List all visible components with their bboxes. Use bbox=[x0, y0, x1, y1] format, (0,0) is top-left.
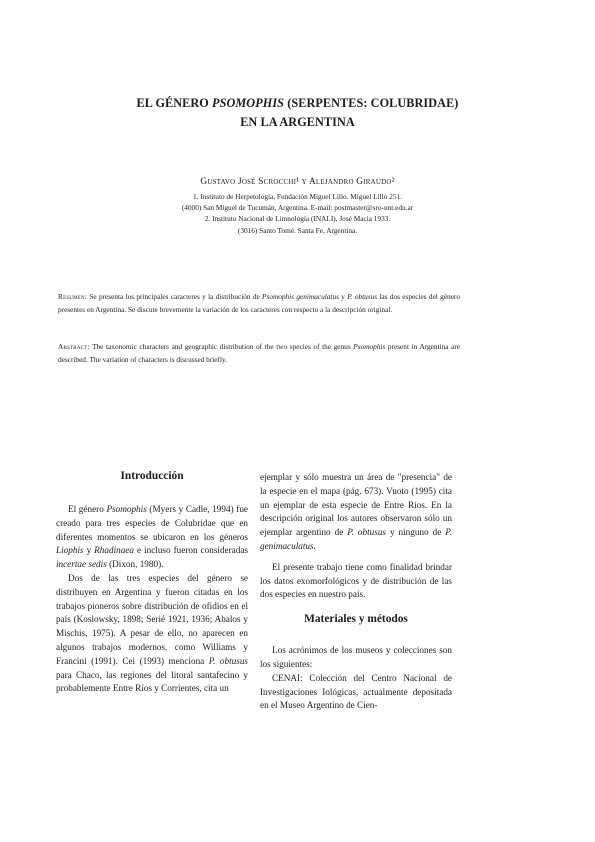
abstract-text: The taxonomic characters and geographic distribution of the two species of the genus bbox=[89, 342, 354, 351]
text: Dos de las tres especies del género se distribuyen en Argentina y fueron citadas en los trabajos pioneros sobre distribución de ofidios en el país (Koslowsky, 1898; Serié 1921, 1936; Abalos y Mischis, 1975). A pesar de ello, no aparecen en algunos trabajos modernos, como Williams y Francini (1991). Cei (1993) menciona bbox=[56, 572, 248, 666]
affiliation-line: 2. Instituto Nacional de Limnología (INALI), José Macia 1933. bbox=[204, 214, 391, 224]
genus-name: Psomophis bbox=[106, 504, 147, 514]
species-name: P. genimaculatus. bbox=[260, 527, 452, 551]
paper-title bbox=[60, 94, 535, 132]
resumen-text: y bbox=[338, 292, 348, 301]
title-text: (SERPENTES: COLUBRIDAE) bbox=[284, 96, 459, 110]
species-name: P. obtusus bbox=[347, 292, 378, 301]
species-name: P. obtusus bbox=[347, 527, 387, 538]
title-line-2: EN LA ARGENTINA bbox=[240, 115, 355, 129]
text: y bbox=[83, 545, 95, 556]
right-column bbox=[260, 471, 452, 713]
methods-paragraph-2: CENAI: Colección del Centro Nacional de Investigaciones Iológicas, actualmente depositada en el Museo Argentino de Cien- bbox=[260, 672, 452, 711]
text: ejemplar y sólo muestra un área de "presencia" de la especie en el mapa (pág. 673). Vuoto (1995) cita un ejemplar de esta especie de Entre Ríos. En la descripción original los autores observaron sólo un ejemplar argentino de bbox=[260, 472, 452, 538]
resumen bbox=[58, 291, 460, 316]
latin-term: incertae sedis bbox=[56, 559, 107, 570]
text: para Chaco, las regiones del litoral santafecino y probablemente Entre Ríos y Corrientes, cita un bbox=[56, 669, 248, 694]
species-name: P. obtusus bbox=[208, 655, 248, 666]
affiliation-line: (3016) Santo Tomé. Santa Fe, Argentina. bbox=[237, 225, 358, 235]
title-line-1 bbox=[60, 94, 535, 113]
text: y ninguno de bbox=[386, 527, 446, 538]
intro-paragraph-2-cont bbox=[260, 471, 452, 554]
species-name: Psomophis genimaculatus bbox=[262, 292, 339, 301]
title-text: EL GÉNERO bbox=[136, 96, 213, 110]
genus-name: Rhadinaea bbox=[94, 545, 134, 556]
resumen-label: Resumen: bbox=[58, 292, 88, 301]
resumen-text: las dos especies del género presentes en Argentina. Se discute brevemente la variación de los caracteres con respecto a la descripción original. bbox=[58, 292, 460, 314]
genus-name: Liophis bbox=[56, 545, 84, 556]
affiliations bbox=[60, 191, 535, 236]
text: El género bbox=[68, 504, 107, 514]
section-heading-materiales: Materiales y métodos bbox=[304, 613, 408, 626]
left-column bbox=[56, 469, 248, 696]
abstract-label: Abstract: bbox=[58, 342, 90, 351]
abstract bbox=[58, 341, 460, 366]
section-heading-introduccion: Introducción bbox=[120, 470, 184, 482]
affiliation-line: 1. Instituto de Herpetología, Fundación Miguel Lillo. Miguel Lillo 251. bbox=[193, 192, 402, 201]
intro-paragraph-2 bbox=[56, 572, 248, 696]
text: (Myers y Cadle, 1994) fue creado para tres especies de Colubridae que en diferentes momentos se ubicaron en los géneros bbox=[56, 504, 248, 542]
genus-name: Psomophis bbox=[353, 342, 386, 351]
abstract-text: present in Argentina are described. The variation of characters is discussed briefly. bbox=[58, 342, 461, 364]
title-genus: PSOMOPHIS bbox=[212, 96, 285, 110]
intro-paragraph-3: El presente trabajo tiene como finalidad brindar los datos exomorfológicos y de distribución de las dos especies en nuestro país. bbox=[260, 561, 452, 600]
affiliation-line: (4000) San Miguel de Tucumán, Argentina. E-mail: postmaster@sro-unt.edu.ar bbox=[181, 203, 414, 213]
resumen-text: Se presenta los principales caracteres y la distribución de bbox=[87, 292, 263, 301]
methods-paragraph-1: Los acrónimos de los museos y colecciones son los siguientes: bbox=[260, 645, 452, 669]
text: e incluso fueron consideradas bbox=[133, 545, 249, 556]
text: (Dixon, 1980). bbox=[106, 559, 164, 570]
authors: Gustavo José Scrocchi¹ y Alejandro Giraudo² bbox=[200, 177, 395, 187]
intro-paragraph-1 bbox=[56, 503, 248, 572]
